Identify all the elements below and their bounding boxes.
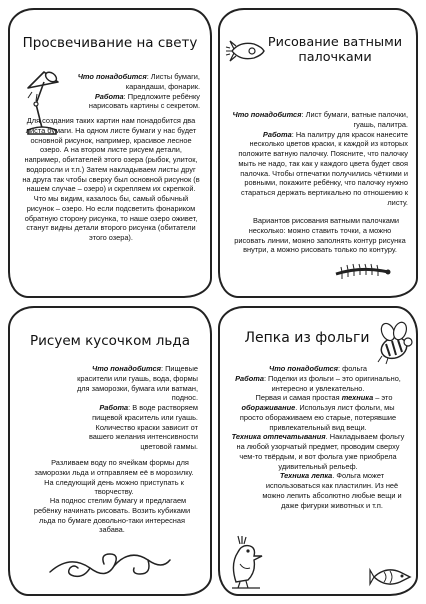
work-text: : Поделки из фольги – это оригинально, интересно и увлекательно. (263, 373, 401, 393)
caterpillar-icon (332, 264, 392, 284)
work-label: Работа (94, 91, 124, 101)
card-text (74, 364, 198, 452)
needs-text: : фольга (338, 364, 367, 373)
work-text: : На палитру для красок нанесите несколько цветов краски, к каждой из которых положите ватную палочку. Поясните, что палочку мыть не надо, так как у каждого цвета будет своя палочка. Чтобы отпечатки получились чёткими и ровными, покажите ребёнку, что палочку нужно стараться держать вертикально по отношению к листу. (238, 129, 408, 207)
bird-icon (226, 534, 266, 590)
card-foil (218, 306, 418, 596)
card-body: Для создания таких картин нам понадобится два листа бумаги. На одном листе бумаги у нас будет основной рисунок, например, красивое лесное озеро. А на втором листе рисуем детали, например, обитателей этого озера (рыбок, улиток, водоросли и т.п.) Затем накладываем листы друг на друга так чтобы сверху был основной рисунок (в нашем случае – озеро) и скрепляем их скрепкой. Что мы видим, казалось бы, самый обычный рисунок – озеро. Но если подсветить фонариком обратную сторону рисунка, то наше озеро оживет, станут видны детали второго рисунка (обитатели этого озера). (22, 116, 200, 243)
paragraph-technique-2: Техника отпечатывания. Накладываем фольгу на любой узорчатый предмет, проводим сверху чем-то твёрдым, и вот фольга уже приобрела удивительный рельеф. (231, 432, 405, 471)
work-label: Работа (235, 373, 264, 383)
work-text: : Предложите ребёнку нарисовать картины с секретом. (88, 91, 200, 111)
card-title: Рисуем кусочком льда (30, 333, 190, 349)
needs-text: : Лист бумаги, ватные палочки, гуашь, палитра. (301, 110, 408, 129)
needs-label: Что понадобится (232, 110, 302, 119)
work-label: Работа (99, 403, 129, 413)
needs-label: Что понадобится (91, 364, 161, 373)
card-text (230, 364, 406, 510)
card-lighting (8, 8, 212, 298)
needs-block (68, 72, 200, 111)
work-text: : В воде растворяем пищевой краситель или гуашь. Количество краски зависит от вашего желания интенсивности цветовой гаммы. (88, 403, 198, 452)
bee-icon (374, 322, 414, 366)
paragraph-technique-3: Техника лепка. Фольга может использоваться как пластилин. Из неё можно лепить абсолютно любые вещи и даже фигурки животных и т.п. (262, 471, 402, 510)
needs-text: : Пищевые красители или гуашь, вода, формы для заморозки, бумага или ватман, подноc. (76, 364, 198, 403)
needs-text: : Листы бумаги, карандаши, фонарик. (125, 72, 200, 91)
paragraph-technique-1: Первая и самая простая техника – это обораживание. Используя лист фольги, мы просто обораживаем ею старые, потерявшие привлекательный вид вещи. (239, 393, 397, 432)
card-title: Просвечивание на свету (22, 35, 198, 51)
card-body: Вариантов рисования ватными палочками несколько: можно ставить точки, а можно рисовать линии, можно заполнять контур рисунка внутри, а можно рисовать только по контуру. (234, 216, 406, 255)
swirl-ornament-icon (40, 544, 180, 584)
needs-label: Что понадобится (77, 72, 147, 81)
card-body-2: На поднос стелим бумагу и предлагаем ребёнку начинать рисовать. Возить кубиками льда по бумаге довольно-таки интересная забава. (33, 496, 191, 535)
card-title: Рисование ватными палочками (267, 35, 403, 65)
card-cotton-swabs (218, 8, 418, 298)
work-label: Работа (262, 129, 292, 139)
card-title: Лепка из фольги (244, 330, 370, 346)
card-ice (8, 306, 212, 596)
card-text (230, 110, 408, 208)
card-body: Разливаем воду по ячейкам формы для заморозки льда и отправляем её в морозилку. На следующий день можно приступать к творчеству. (34, 458, 194, 497)
needs-label: Что понадобится (269, 364, 339, 373)
fish-icon (370, 564, 414, 590)
